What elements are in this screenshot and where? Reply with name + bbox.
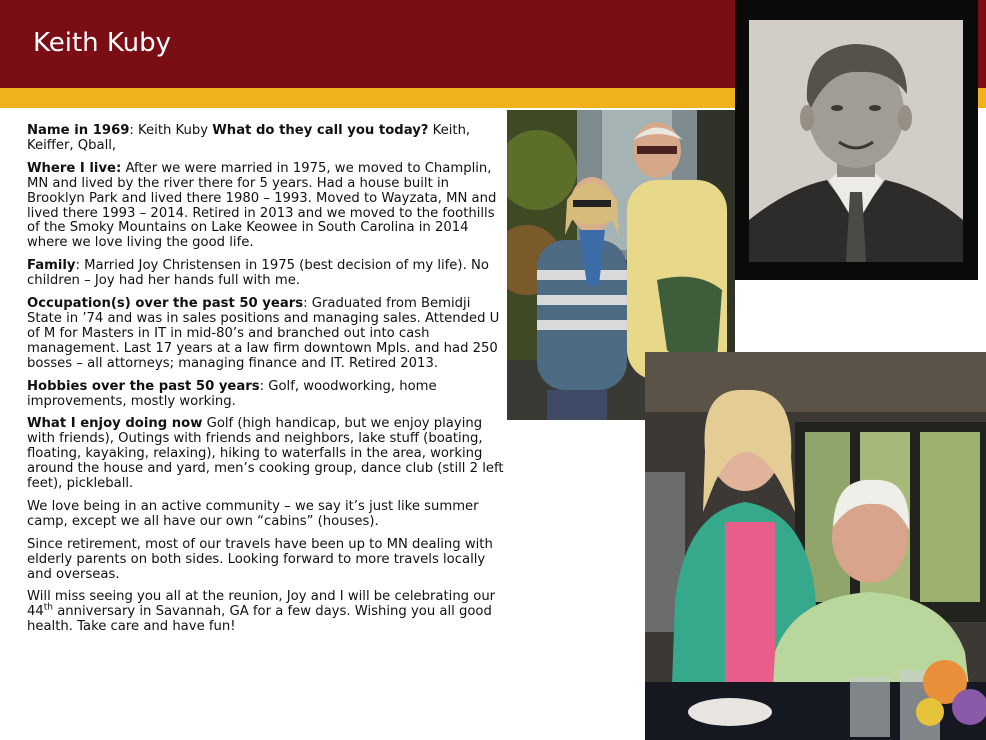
enjoy-value: Golf (high handicap, but we enjoy playing with friends), Outings with friends and neighbors, lake stuff (boating, floating, kayaking, relaxing), hiking to waterfalls in the area, working around the house and yard, men’s cooking group, dance club (still 2 left feet), pickleball. bbox=[27, 416, 504, 492]
name-paragraph bbox=[27, 124, 505, 154]
name-value: : Keith Kuby bbox=[129, 123, 213, 138]
enjoy-paragraph bbox=[27, 417, 505, 492]
family-label: Family bbox=[27, 258, 76, 274]
closing-text-1: Will miss seeing you all at the reunion, Joy and I will be celebrating our 44 bbox=[27, 589, 496, 620]
yearbook-portrait bbox=[749, 20, 963, 262]
nickname-label: What do they call you today? bbox=[212, 123, 429, 138]
closing-text-2: anniversary in Savannah, GA for a few days. Wishing you all good health. Take care and have fun! bbox=[27, 604, 492, 635]
where-value: After we were married in 1975, we moved to Champlin, MN and lived by the river there for 5 years. Had a house built in Brooklyn Park and lived there 1980 – 1993. Moved to Wayzata, MN and lived there 1993 – 2014. Retired in 2013 and we moved to the foothills of the Smoky Mountains on Lake Keowee in South Carolina in 2014 where we love living the good life. bbox=[27, 160, 497, 251]
family-value: : Married Joy Christensen in 1975 (best decision of my life). No children – Joy had her hands full with me. bbox=[27, 258, 489, 289]
community-paragraph: We love being in an active community – we say it’s just like summer camp, except we all have our own “cabins” (houses). bbox=[27, 498, 479, 529]
hobbies-value: : Golf, woodworking, home improvements, mostly working. bbox=[27, 378, 437, 409]
where-paragraph bbox=[27, 162, 505, 251]
closing-superscript: th bbox=[43, 602, 54, 613]
hobbies-label: Hobbies over the past 50 years bbox=[27, 378, 260, 394]
restaurant-couple-photo bbox=[645, 352, 986, 740]
enjoy-label: What I enjoy doing now bbox=[27, 416, 203, 432]
family-paragraph bbox=[27, 259, 505, 289]
occupation-paragraph bbox=[27, 297, 505, 372]
name-label: Name in 1969 bbox=[27, 123, 130, 138]
occupation-value: : Graduated from Bemidji State in ’74 and was in sales positions and managing sales. Attended U of M for Masters in IT in mid-80’s and branched out into cash management. Last 17 years at a law firm downtown Mpls. and had 250 bosses – all attorneys; managing finance and IT. Retired 2013. bbox=[27, 296, 500, 371]
profile-text bbox=[27, 124, 505, 643]
retirement-paragraph: Since retirement, most of our travels have been up to MN dealing with elderly parents on both sides. Looking forward to more travels locally and overseas. bbox=[27, 536, 493, 582]
yearbook-photo-frame bbox=[735, 0, 978, 280]
closing-paragraph bbox=[27, 590, 505, 635]
nickname-value: Keith, Keiffer, Qball, bbox=[27, 123, 471, 153]
where-label: Where I live: bbox=[27, 160, 122, 176]
page-title: Keith Kuby bbox=[33, 28, 172, 58]
occupation-label: Occupation(s) over the past 50 years bbox=[27, 296, 304, 312]
hobbies-paragraph bbox=[27, 380, 505, 410]
